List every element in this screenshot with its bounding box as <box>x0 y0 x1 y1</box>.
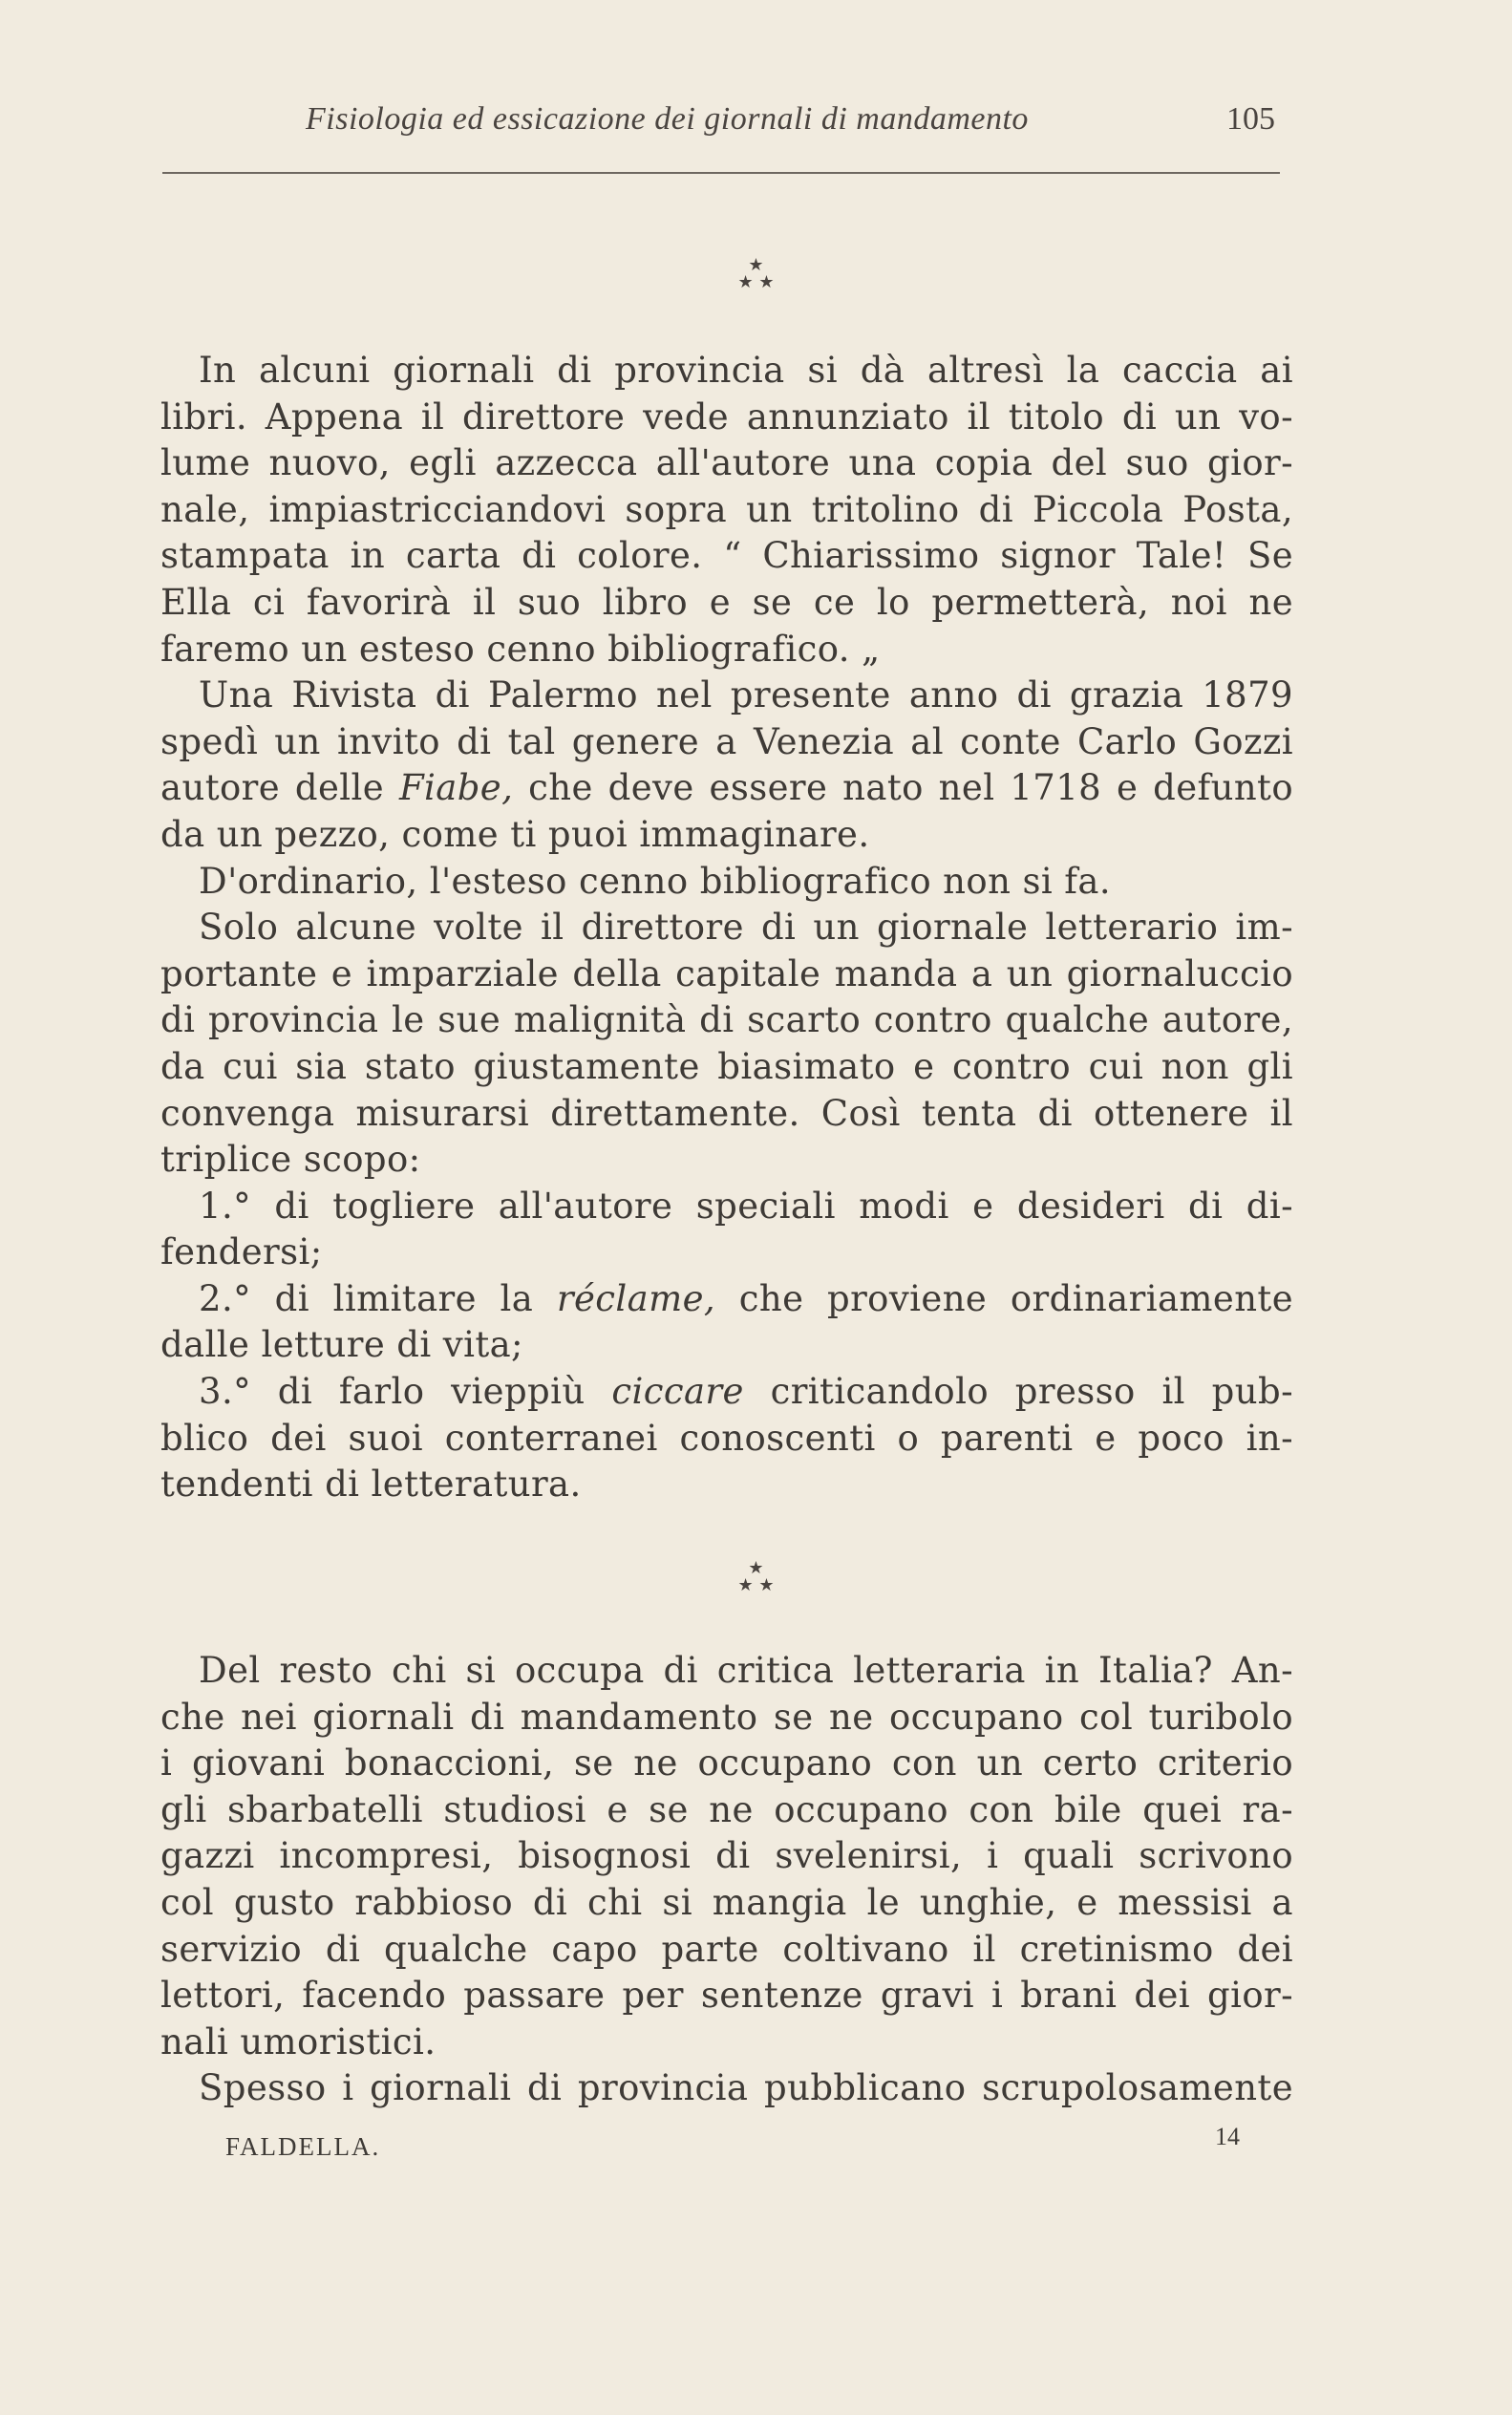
text-line <box>160 765 1293 812</box>
text-line: da un pezzo, come ti puoi immaginare. <box>160 813 870 855</box>
text-line: Solo alcune volte il direttore di un giornale letterario im- <box>199 907 1293 949</box>
asterism-stars-bottom: ★ ★ <box>737 272 775 292</box>
text-line: Una Rivista di Palermo nel presente anno di grazia 1879 <box>199 674 1293 716</box>
running-header <box>162 101 1275 147</box>
text-line: gli sbarbatelli studiosi e se ne occupano con bile quei ra- <box>160 1788 1293 1830</box>
italic-word: réclame, <box>556 1277 716 1319</box>
text-line: che nei giornali di mandamento se ne occupano col turibolo <box>160 1696 1293 1738</box>
text-run: 2.° di limitare la <box>199 1277 534 1319</box>
text-line: In alcuni giornali di provincia si dà altresì la caccia ai <box>199 350 1293 391</box>
section-one-text <box>160 348 1293 1508</box>
text-line: i giovani bonaccioni, se ne occupano con un certo criterio <box>160 1742 1293 1785</box>
asterism-divider <box>0 256 1512 290</box>
text-line: D'ordinario, l'esteso cenno bibliografico non si fa. <box>199 860 1111 902</box>
asterism-divider <box>0 1559 1512 1593</box>
text-line: libri. Appena il direttore vede annunziato il titolo di un vo- <box>160 395 1293 438</box>
text-line: tendenti di letteratura. <box>160 1464 582 1506</box>
header-rule <box>162 172 1280 174</box>
section-two-text <box>160 1648 1293 2112</box>
text-line: lume nuovo, egli azzecca all'autore una copia del suo gior- <box>160 442 1293 484</box>
text-line: servizio di qualche capo parte coltivano il cretinismo dei <box>160 1928 1293 1970</box>
text-line: Ella ci favorirà il suo libro e se ce lo permetterà, noi ne <box>160 581 1293 623</box>
text-line <box>160 1369 1293 1416</box>
asterism-star-top: ★ <box>748 1558 764 1578</box>
text-line: stampata in carta di colore. “ Chiarissimo signor Tale! Se <box>160 535 1293 577</box>
running-title: Fisiologia ed essicazione dei giornali di mandamento <box>306 101 1029 137</box>
text-line: faremo un esteso cenno bibliografico. „ <box>160 628 881 670</box>
asterism-stars-bottom: ★ ★ <box>737 1575 775 1595</box>
asterism-star-top: ★ <box>748 255 764 275</box>
text-line: Spesso i giornali di provincia pubblicano scrupolosamente <box>199 2067 1293 2109</box>
text-line: blico dei suoi conterranei conoscenti o parenti e poco in- <box>160 1417 1293 1459</box>
printer-signature-author: FALDELLA. <box>225 2132 381 2161</box>
italic-word: ciccare <box>611 1371 744 1413</box>
text-line: portante e imparziale della capitale manda a un giornaluccio <box>160 952 1293 994</box>
text-run: autore delle <box>160 767 385 809</box>
text-line: gazzi incompresi, bisognosi di svelenirsi, i quali scrivono <box>160 1835 1293 1877</box>
text-line: da cui sia stato giustamente biasimato e contro cui non gli <box>160 1045 1293 1087</box>
text-line: dalle letture di vita; <box>160 1324 523 1366</box>
text-line: convenga misurarsi direttamente. Così tenta di ottenere il <box>160 1092 1293 1134</box>
text-line: nali umoristici. <box>160 2020 437 2062</box>
text-run: che deve essere nato nel 1718 e defunto <box>528 767 1294 809</box>
text-line <box>160 1276 1293 1323</box>
printer-signature-number: 14 <box>1215 2123 1240 2150</box>
italic-title: Fiabe, <box>398 767 514 809</box>
text-run: 3.° di farlo vieppiù <box>199 1371 586 1413</box>
text-line: 1.° di togliere all'autore speciali modi e desideri di di- <box>199 1185 1293 1227</box>
text-line: fendersi; <box>160 1231 323 1273</box>
text-line: lettori, facendo passare per sentenze gravi i brani dei gior- <box>160 1975 1293 2017</box>
text-line: col gusto rabbioso di chi si mangia le unghie, e messisi a <box>160 1881 1293 1923</box>
page-number: 105 <box>1226 101 1275 137</box>
text-line: triplice scopo: <box>160 1139 421 1181</box>
text-line: di provincia le sue malignità di scarto contro qualche autore, <box>160 999 1293 1041</box>
text-line: spedì un invito di tal genere a Venezia al conte Carlo Gozzi <box>160 720 1293 762</box>
text-line: Del resto chi si occupa di critica letteraria in Italia? An- <box>199 1650 1293 1691</box>
text-run: che proviene ordinariamente <box>738 1277 1293 1319</box>
text-line: nale, impiastricciandovi sopra un tritolino di Piccola Posta, <box>160 488 1293 530</box>
text-run: criticandolo presso il pub- <box>770 1371 1293 1413</box>
